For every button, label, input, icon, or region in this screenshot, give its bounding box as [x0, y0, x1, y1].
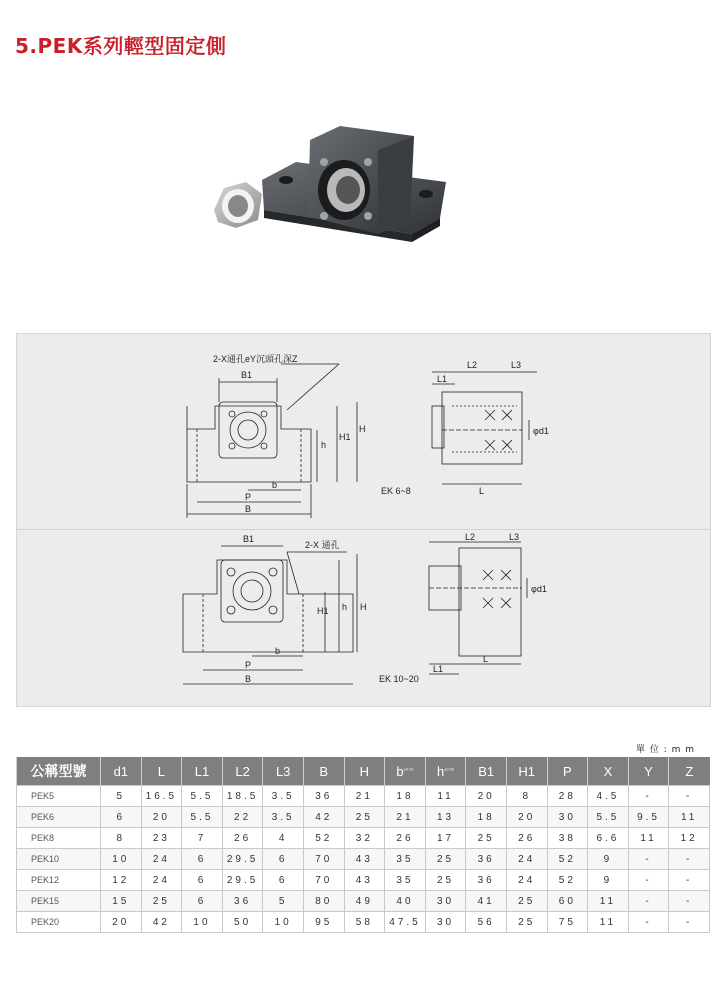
table-cell: 9.5 [628, 807, 669, 828]
table-cell: 25 [425, 849, 466, 870]
label-b1-bottom: B1 [243, 534, 255, 544]
table-cell: 8 [506, 786, 547, 807]
model-cell: PEK5 [17, 786, 101, 807]
model-cell: PEK15 [17, 891, 101, 912]
table-cell: 30 [547, 807, 588, 828]
table-cell: 52 [547, 870, 588, 891]
technical-drawings [16, 333, 711, 707]
table-cell: 75 [547, 912, 588, 933]
table-cell: 26 [506, 828, 547, 849]
label-h-top: h [321, 440, 327, 450]
table-cell: 25 [344, 807, 385, 828]
label-h1-bottom: H1 [317, 606, 329, 616]
table-cell: 29.5 [222, 870, 263, 891]
table-cell: 6 [182, 849, 223, 870]
label-l1-top: L1 [437, 374, 448, 384]
table-cell: 25 [141, 891, 182, 912]
table-cell: 9 [588, 870, 629, 891]
callout-top: 2-X通孔eY沉頭孔深Z [213, 354, 298, 364]
table-cell: 16.5 [141, 786, 182, 807]
table-cell: - [669, 849, 710, 870]
table-cell: 11 [669, 807, 710, 828]
label-h1-top: H1 [339, 432, 351, 442]
table-cell: 25 [466, 828, 507, 849]
table-cell: 42 [303, 807, 344, 828]
header-l2: L2 [222, 757, 263, 786]
table-cell: 15 [101, 891, 142, 912]
label-d1-bottom: φd1 [531, 584, 547, 594]
header-p: P [547, 757, 588, 786]
page-title: 5.PEK系列輕型固定側 [15, 34, 227, 58]
table-cell: 20 [466, 786, 507, 807]
table-cell: 20 [141, 807, 182, 828]
table-cell: 35 [385, 870, 426, 891]
table-cell: 36 [303, 786, 344, 807]
table-cell: 25 [506, 891, 547, 912]
table-header-row [17, 757, 710, 786]
header-b-small-label: b [396, 763, 404, 779]
table-cell: 24 [141, 870, 182, 891]
table-cell: 52 [547, 849, 588, 870]
table-cell: 5.5 [182, 807, 223, 828]
table-cell: - [669, 870, 710, 891]
table-cell: 9 [588, 849, 629, 870]
table-cell: 36 [466, 849, 507, 870]
header-b-tolerance: ±0.02 [403, 766, 414, 772]
table-cell: - [628, 870, 669, 891]
table-cell: 13 [425, 807, 466, 828]
table-cell: 29.5 [222, 849, 263, 870]
table-cell: 6 [182, 891, 223, 912]
table-cell: 6 [263, 870, 304, 891]
table-cell: 20 [101, 912, 142, 933]
header-d1: d1 [101, 757, 142, 786]
table-cell: 6.6 [588, 828, 629, 849]
table-row [17, 849, 710, 870]
header-b: B [303, 757, 344, 786]
header-h-small-label: h [436, 763, 445, 779]
table-cell: 24 [506, 870, 547, 891]
label-l-top: L [479, 486, 485, 496]
table-cell: 43 [344, 849, 385, 870]
table-cell: 3.5 [263, 786, 304, 807]
table-cell: 36 [222, 891, 263, 912]
table-cell: 18.5 [222, 786, 263, 807]
label-l2-bottom: L2 [465, 532, 476, 542]
label-p-top: P [245, 492, 252, 502]
table-cell: 30 [425, 891, 466, 912]
table-cell: 43 [344, 870, 385, 891]
table-cell: 6 [263, 849, 304, 870]
table-cell: 32 [344, 828, 385, 849]
table-cell: 10 [182, 912, 223, 933]
table-row [17, 786, 710, 807]
table-cell: 36 [466, 870, 507, 891]
table-cell: 24 [506, 849, 547, 870]
model-cell: PEK10 [17, 849, 101, 870]
table-cell: 11 [628, 828, 669, 849]
table-cell: 5 [101, 786, 142, 807]
table-cell: - [669, 786, 710, 807]
label-b1-top: B1 [241, 370, 253, 380]
table-cell: 47.5 [385, 912, 426, 933]
table-cell: - [669, 891, 710, 912]
table-cell: 18 [466, 807, 507, 828]
header-b-small [385, 757, 426, 786]
table-cell: 10 [101, 849, 142, 870]
table-cell: 58 [344, 912, 385, 933]
table-cell: 60 [547, 891, 588, 912]
label-b-top: b [272, 480, 278, 490]
label-hh-bottom: H [360, 602, 367, 612]
panel-divider [16, 529, 710, 530]
table-cell: 28 [547, 786, 588, 807]
table-cell: 41 [466, 891, 507, 912]
table-cell: 10 [263, 912, 304, 933]
unit-label: 單 位 : m m [636, 745, 696, 755]
spec-table [16, 757, 710, 933]
caption-bottom: EK 10~20 [379, 674, 419, 684]
table-row [17, 912, 710, 933]
model-cell: PEK20 [17, 912, 101, 933]
table-cell: 18 [385, 786, 426, 807]
header-h: H [344, 757, 385, 786]
table-cell: 3.5 [263, 807, 304, 828]
table-cell: - [628, 849, 669, 870]
table-cell: 95 [303, 912, 344, 933]
table-cell: 42 [141, 912, 182, 933]
label-l2-top: L2 [467, 360, 478, 370]
header-b1: B1 [466, 757, 507, 786]
table-cell: 6 [182, 870, 223, 891]
table-cell: 52 [303, 828, 344, 849]
label-l3-bottom: L3 [509, 532, 520, 542]
table-cell: - [628, 912, 669, 933]
table-cell: 4.5 [588, 786, 629, 807]
table-cell: 23 [141, 828, 182, 849]
table-cell: 80 [303, 891, 344, 912]
product-photo [200, 110, 470, 260]
dimension-drawings [17, 334, 710, 706]
table-cell: 26 [222, 828, 263, 849]
table-cell: 11 [588, 891, 629, 912]
label-bb-top: B [245, 504, 252, 514]
header-l: L [141, 757, 182, 786]
table-cell: 4 [263, 828, 304, 849]
table-cell: 49 [344, 891, 385, 912]
model-cell: PEK6 [17, 807, 101, 828]
table-cell: 70 [303, 849, 344, 870]
header-h-tolerance: ±0.02 [444, 766, 455, 772]
table-cell: 25 [506, 912, 547, 933]
model-cell: PEK8 [17, 828, 101, 849]
table-cell: 30 [425, 912, 466, 933]
callout-bottom: 2-X 通孔 [305, 540, 340, 550]
table-cell: 20 [506, 807, 547, 828]
table-cell: 11 [588, 912, 629, 933]
table-cell: - [628, 891, 669, 912]
table-cell: 12 [669, 828, 710, 849]
table-cell: 22 [222, 807, 263, 828]
label-h-bottom: h [342, 602, 348, 612]
header-h-small [425, 757, 466, 786]
table-cell: 56 [466, 912, 507, 933]
header-l1: L1 [182, 757, 223, 786]
table-cell: 25 [425, 870, 466, 891]
header-x: X [588, 757, 629, 786]
label-hh-top: H [359, 424, 366, 434]
table-cell: 38 [547, 828, 588, 849]
table-cell: 50 [222, 912, 263, 933]
table-cell: 6 [101, 807, 142, 828]
label-p-bottom: P [245, 660, 252, 670]
table-cell: 26 [385, 828, 426, 849]
header-z: Z [669, 757, 710, 786]
table-cell: 5 [263, 891, 304, 912]
label-d1-top: φd1 [533, 426, 549, 436]
table-cell: 21 [344, 786, 385, 807]
label-l-bottom: L [483, 654, 489, 664]
table-cell: 7 [182, 828, 223, 849]
table-cell: 24 [141, 849, 182, 870]
header-y: Y [628, 757, 669, 786]
table-cell: 12 [101, 870, 142, 891]
spec-table-body [17, 786, 710, 933]
table-cell: 5.5 [182, 786, 223, 807]
label-l3-top: L3 [511, 360, 522, 370]
table-row [17, 807, 710, 828]
table-cell: - [669, 912, 710, 933]
table-cell: 40 [385, 891, 426, 912]
label-b-bottom: b [275, 646, 281, 656]
table-cell: 21 [385, 807, 426, 828]
caption-top: EK 6~8 [381, 486, 411, 496]
label-bb-bottom: B [245, 674, 252, 684]
table-cell: - [628, 786, 669, 807]
table-cell: 11 [425, 786, 466, 807]
table-row [17, 870, 710, 891]
table-row [17, 891, 710, 912]
header-h1: H1 [506, 757, 547, 786]
table-cell: 8 [101, 828, 142, 849]
label-l1-bottom: L1 [433, 664, 444, 674]
table-cell: 5.5 [588, 807, 629, 828]
table-cell: 35 [385, 849, 426, 870]
table-row [17, 828, 710, 849]
table-cell: 17 [425, 828, 466, 849]
header-l3: L3 [263, 757, 304, 786]
table-cell: 70 [303, 870, 344, 891]
model-cell: PEK12 [17, 870, 101, 891]
header-model: 公稱型號 [17, 757, 101, 786]
